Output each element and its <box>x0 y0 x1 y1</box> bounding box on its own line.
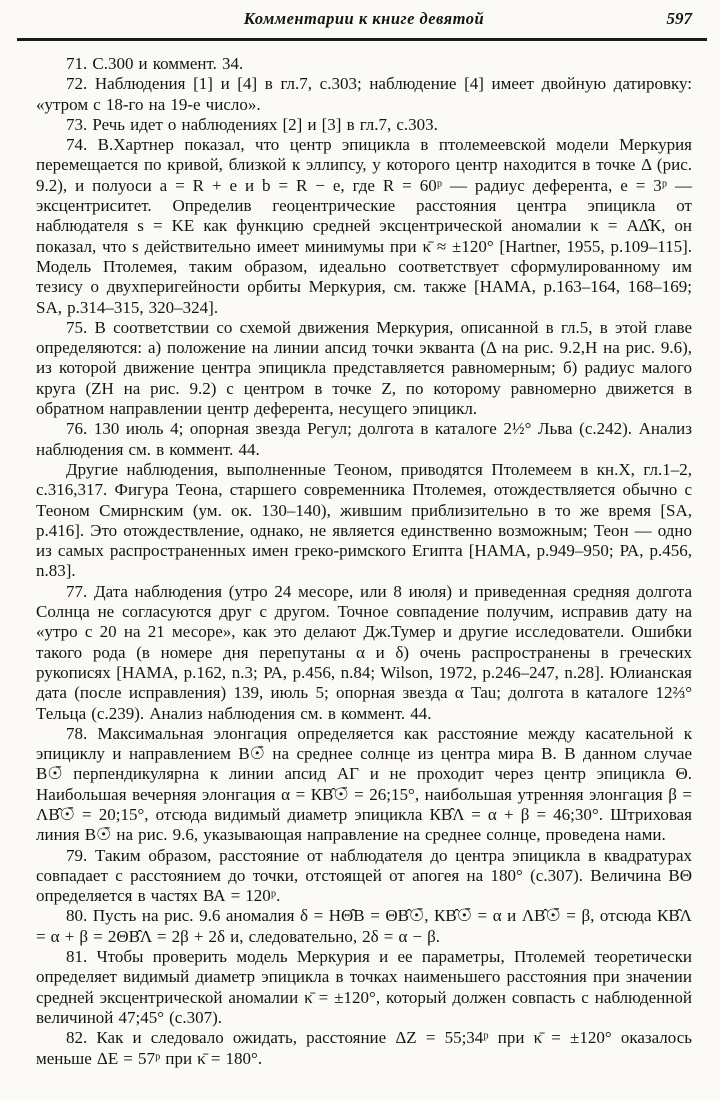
page-number: 597 <box>666 9 692 28</box>
comment-81: 81. Чтобы проверить модель Меркурия и ее параметры, Птолемей теоретически определяет видимый диаметр эпицикла в точках наименьшего расстояния при значении средней эксцентрической аномалии κ̄ = ±120°, который должен совпасть с наблюденной величиной 47;45° (с.307). <box>36 947 692 1027</box>
comment-72: 72. Наблюдения [1] и [4] в гл.7, с.303; наблюдение [4] имеет двойную датировку: «утром с 18-го на 19-е число». <box>36 74 692 114</box>
comment-79: 79. Таким образом, расстояние от наблюдателя до центра эпицикла в квадратурах совпадает с расстоянием до точки, отстоящей от апогея на 180° (с.307). Величина ВΘ определяется в частях ВА = 120ᵖ. <box>36 845 692 906</box>
running-title: Комментарии к книге девятой <box>243 9 485 28</box>
comment-75: 75. В соответствии со схемой движения Меркурия, описанной в гл.5, в этой главе определяются: а) положение на линии апсид точки экванта (Δ на рис. 9.2,Н на рис. 9.6), из которой движение центра эпицикла представляется равномерным; б) радиус малого круга (ZH на рис. 9.2) с центром в точке Z, по которому равномерно движется в обратном направлении центр деферента, несущего эпицикл. <box>36 317 692 419</box>
comment-80: 80. Пусть на рис. 9.6 аномалия δ = НΘ̂В = ΘВ̂☉̄, КВ̂☉̄ = α и ΛВ̂☉̄ = β, отсюда КВ̂Λ = α + β = 2ΘВ̂Λ = 2β + 2δ и, следовательно, 2δ = α − β. <box>36 906 692 946</box>
comment-74: 74. В.Хартнер показал, что центр эпицикла в птолемеевской модели Меркурия перемещается по кривой, близкой к эллипсу, у которого центр находится в точке Δ (рис. 9.2), и полуоси a = R + e и b = R − e, где R = 60ᵖ — радиус деферента, e = 3ᵖ — эксцентриситет. Определив геоцентрические расстояния центра эпицикла от наблюдателя s = KE как функцию средней эксцентрической аномалии κ = АΔ̂К, он показал, что s действительно имеет минимумы при κ̄ ≈ ±120° [Hartner, 1955, p.109–115]. Модель Птолемея, таким образом, идеально соответствует сформулированному им тезису о двухперигейности орбиты Меркурия, см. также [НАМА, p.163–164, 168–169; SA, p.314–315, 320–324]. <box>36 135 692 317</box>
comment-73: 73. Речь идет о наблюдениях [2] и [3] в гл.7, с.303. <box>66 114 438 134</box>
header-rule <box>17 38 707 41</box>
comment-78: 78. Максимальная элонгация определяется как расстояние между касательной к эпициклу и направлением В☉̄ на среднее солнце из центра мира В. В данном случае В☉̄ перпендикулярна к линии апсид АГ и не проходит через центр эпицикла Θ. Наибольшая вечерняя элонгация α = КВ̂☉̄ = 26;15°, наибольшая утренняя элонгация β = ΛВ̂☉̄ = 20;15°, отсюда видимый диаметр эпицикла КВ̂Λ = α + β = 46;30°. Штриховая линия В☉̄ на рис. 9.6, указывающая направление на среднее солнце, проведена нами. <box>36 723 692 845</box>
comment-82: 82. Как и следовало ожидать, расстояние ΔZ = 55;34ᵖ при κ̄ = ±120° оказалось меньше ΔE = 57ᵖ при κ̄ = 180°. <box>36 1028 692 1068</box>
comment-71: 71. С.300 и коммент. 34. <box>66 54 244 73</box>
comment-76-continuation: Другие наблюдения, выполненные Теоном, приводятся Птолемеем в кн.X, гл.1–2, с.316,317. Фигура Теона, старшего современника Птолемея, отождествляется обычно с Теоном Смирнским (ум. ок. 130–140), жившим приблизительно в то же время [SA, p.416]. Это отождествление, однако, не является единственно возможным; Теон — одно из самых распространенных имен греко-римского Египта [НАМА, p.949–950; РА, p.456, n.83]. <box>36 459 692 581</box>
page-header <box>36 0 692 33</box>
comment-77: 77. Дата наблюдения (утро 24 месоре, или 8 июля) и приведенная средняя долгота Солнца не согласуются друг с другом. Точное совпадение получим, исправив дату на «утро с 20 на 21 месоре», как это делают Дж.Тумер и другие исследователи. Ошибки такого рода (в номере дня перепутаны α и δ) очень распространены в греческих рукописях [НАМА, p.162, n.3; РА, p.456, n.84; Wilson, 1972, p.246–247, n.28]. Юлианская дата (после исправления) 139, июль 5; опорная звезда α Tau; долгота в каталоге 12⅔° Тельца (с.239). Анализ наблюдения см. в коммент. 44. <box>36 581 692 723</box>
comment-76: 76. 130 июль 4; опорная звезда Регул; долгота в каталоге 2½° Льва (с.242). Анализ наблюдения см. в коммент. 44. <box>36 419 692 459</box>
comments-text <box>36 54 692 1069</box>
